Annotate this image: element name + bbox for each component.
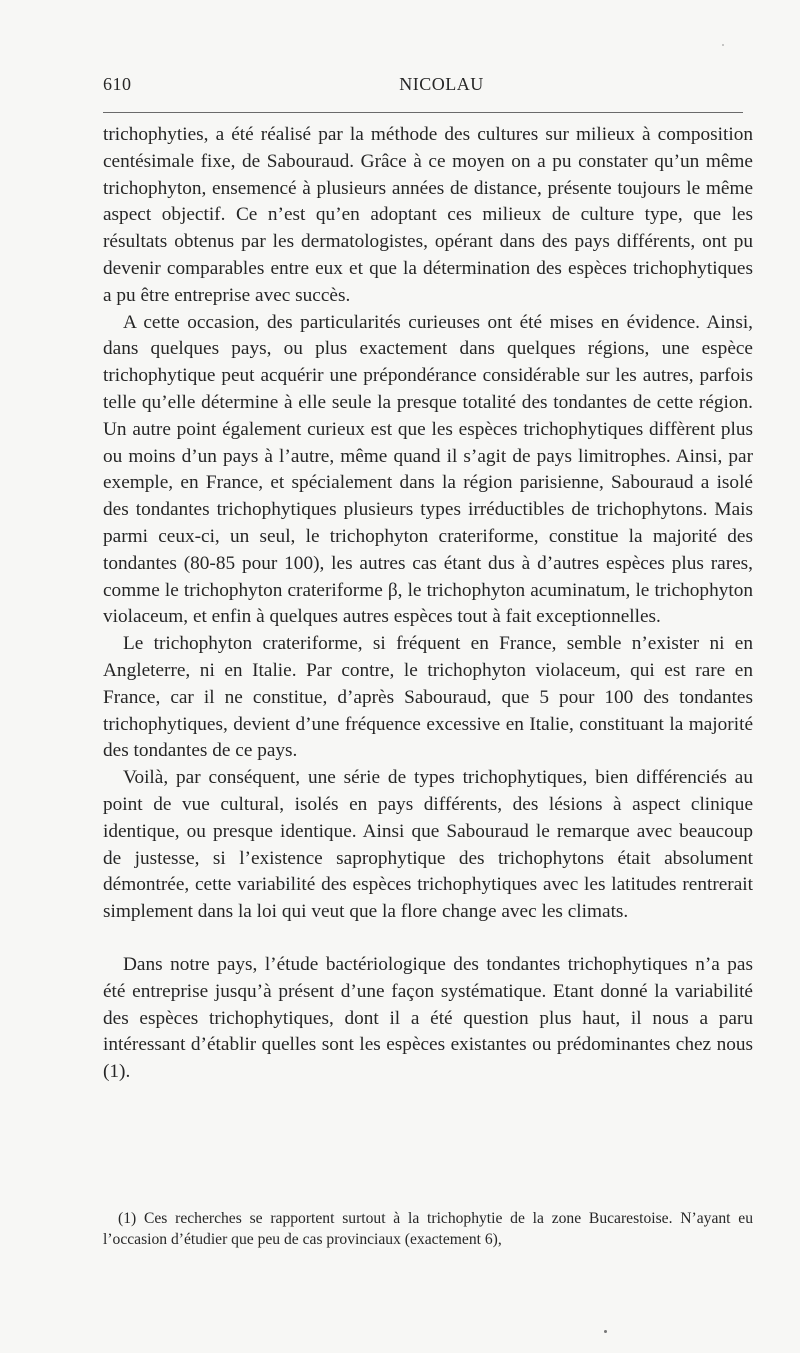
page-number: 610: [103, 74, 132, 94]
paragraph: A cette occasion, des particularités curieuses ont été mises en évidence. Ainsi, dans quelques pays, ou plus exactement dans quelques régions, une espèce trichophytique peut acquérir une prépondérance considérable sur les autres, parfois telle qu’elle détermine à elle seule la presque totalité des tondantes de cette région. Un autre point également curieux est que les espèces trichophytiques diffèrent plus ou moins d’un pays à l’autre, même quand il s’agit de pays limitrophes. Ainsi, par exemple, en France, et spécialement dans la région parisienne, Sabouraud a isolé des tondantes trichophytiques plusieurs types irréductibles de trichophytons. Mais parmi ceux-ci, un seul, le trichophyton crateriforme, constitue la majorité des tondantes (80-85 pour 100), les autres cas étant dus à d’autres espèces plus rares, comme le trichophyton crateriforme β, le trichophyton acuminatum, le trichophyton violaceum, et enfin à quelques autres espèces tout à fait exceptionnelles.: [103, 311, 753, 628]
running-title: NICOLAU: [399, 74, 484, 94]
scan-speck: [722, 44, 724, 46]
footnote: (1) Ces recherches se rapportent surtout à la trichophytie de la zone Bucarestoise. N’ayant eu l’occasion d’étudier que peu de cas provinciaux (exactement 6),: [103, 1210, 753, 1248]
paragraph: Voilà, par conséquent, une série de types trichophytiques, bien différenciés au point de vue cultural, isolés en pays différents, des lésions à aspect clinique identique, ou presque identique. Ainsi que Sabouraud le remarque avec beaucoup de justesse, si l’existence saprophytique des trichophytons était absolument démontrée, cette variabilité des espèces trichophytiques avec les latitudes rentrerait simplement dans la loi qui veut que la flore change avec les climats.: [103, 767, 753, 923]
paragraph: trichophyties, a été réalisé par la méthode des cultures sur milieux à composition centésimale fixe, de Sabouraud. Grâce à ce moyen on a pu constater qu’un même trichophyton, ensemencé à plusieurs années de distance, présente toujours le même aspect objectif. Ce n’est qu’en adoptant ces milieux de culture type, que les résultats obtenus par les dermatologistes, opérant dans des pays différents, ont pu devenir comparables entre eux et que la détermination des espèces trichophytiques a pu être entreprise avec succès.: [103, 124, 753, 306]
body-text: [103, 122, 753, 1086]
scan-speck: [604, 1330, 607, 1333]
paragraph: Dans notre pays, l’étude bactériologique des tondantes trichophytiques n’a pas été entreprise jusqu’à présent d’une façon systématique. Etant donné la variabilité des espèces trichophytiques, dont il a été question plus haut, il nous a paru intéressant d’établir quelles sont les espèces existantes ou prédominantes chez nous (1).: [103, 953, 753, 1083]
paragraph: Le trichophyton crateriforme, si fréquent en France, semble n’exister ni en Angleterre, ni en Italie. Par contre, le trichophyton violaceum, qui est rare en France, car il ne constitue, d’après Sabouraud, que 5 pour 100 des tondantes trichophytiques, devient d’une fréquence excessive en Italie, constituant la majorité des tondantes de ce pays.: [103, 633, 753, 762]
header-rule: [103, 112, 743, 113]
page-header: [103, 74, 740, 102]
